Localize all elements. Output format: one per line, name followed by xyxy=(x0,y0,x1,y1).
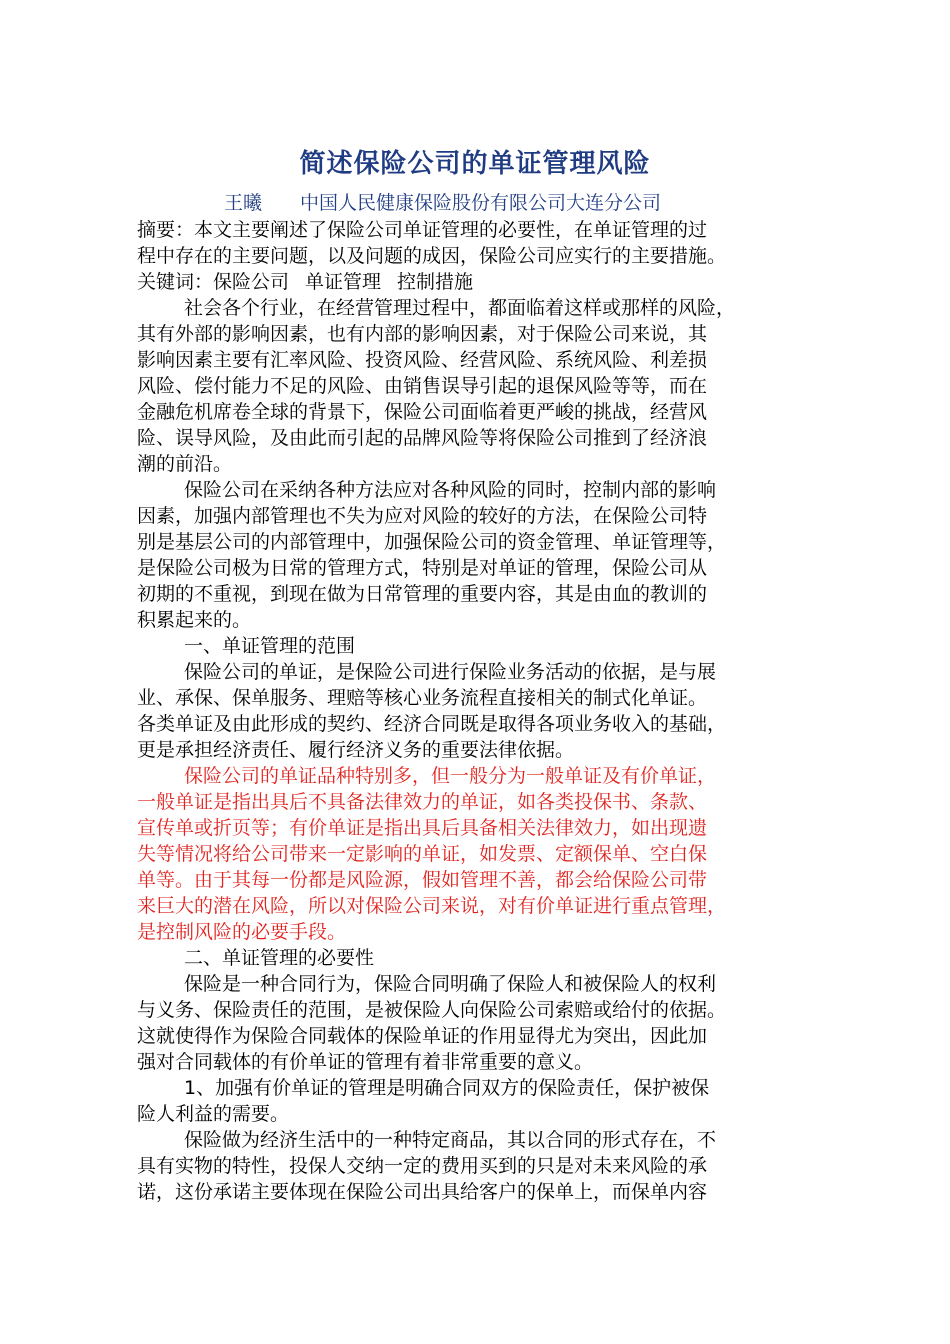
text-line: 摘要：本文主要阐述了保险公司单证管理的必要性，在单证管理的过 xyxy=(137,219,708,241)
highlighted-text-line: 是控制风险的必要手段。 xyxy=(137,921,347,943)
text-line: 其有外部的影响因素，也有内部的影响因素，对于保险公司来说，其 xyxy=(137,323,708,345)
highlighted-text-line: 来巨大的潜在风险，所以对保险公司来说，对有价单证进行重点管理， xyxy=(137,895,727,917)
text-line: 程中存在的主要问题，以及问题的成因，保险公司应实行的主要措施。 xyxy=(137,245,727,267)
author-name: 王曦 xyxy=(224,192,263,214)
text-line: 保险公司在采纳各种方法应对各种风险的同时，控制内部的影响 xyxy=(184,479,717,501)
highlighted-text-line: 一般单证是指出具后不具备法律效力的单证，如各类投保书、条款、 xyxy=(137,791,708,813)
text-line: 诺，这份承诺主要体现在保险公司出具给客户的保单上，而保单内容 xyxy=(137,1181,708,1203)
highlighted-text-line: 保险公司的单证品种特别多，但一般分为一般单证及有价单证， xyxy=(184,765,717,787)
text-line: 积累起来的。 xyxy=(137,609,252,631)
text-line: 险、误导风险，及由此而引起的品牌风险等将保险公司推到了经济浪 xyxy=(137,427,708,449)
keyword: 控制措施 xyxy=(397,271,474,293)
text-line: 潮的前沿。 xyxy=(137,453,233,475)
keywords-line xyxy=(137,269,827,295)
text-line: 社会各个行业，在经营管理过程中，都面临着这样或那样的风险， xyxy=(184,297,736,319)
text-line: 金融危机席卷全球的背景下，保险公司面临着更严峻的挑战，经营风 xyxy=(137,401,708,423)
text-line: 保险公司的单证，是保险公司进行保险业务活动的依据，是与展 xyxy=(184,661,717,683)
text-line: 初期的不重视，到现在做为日常管理的重要内容，其是由血的教训的 xyxy=(137,583,708,605)
keyword: 保险公司 xyxy=(213,271,290,293)
highlighted-text-line: 单等。由于其每一份都是风险源，假如管理不善，都会给保险公司带 xyxy=(137,869,708,891)
text-line: 1、加强有价单证的管理是明确合同双方的保险责任，保护被保 xyxy=(184,1077,710,1099)
keyword: 单证管理 xyxy=(305,271,382,293)
text-line: 保险做为经济生活中的一种特定商品，其以合同的形式存在，不 xyxy=(184,1129,717,1151)
keywords-label: 关键词： xyxy=(137,271,214,293)
text-line: 强对合同载体的有价单证的管理有着非常重要的意义。 xyxy=(137,1051,594,1073)
text-line: 一、单证管理的范围 xyxy=(184,635,356,657)
document-title: 简述保险公司的单证管理风险 xyxy=(299,149,651,179)
text-line: 风险、偿付能力不足的风险、由销售误导引起的退保风险等等，而在 xyxy=(137,375,708,397)
text-line: 业、承保、保单服务、理赔等核心业务流程直接相关的制式化单证。 xyxy=(137,687,708,709)
author-affiliation: 中国人民健康保险股份有限公司大连分公司 xyxy=(300,192,662,214)
text-line: 是保险公司极为日常的管理方式，特别是对单证的管理，保险公司从 xyxy=(137,557,708,579)
text-line: 具有实物的特性，投保人交纳一定的费用买到的只是对未来风险的承 xyxy=(137,1155,708,1177)
highlighted-text-line: 宣传单或折页等；有价单证是指出具后具备相关法律效力，如出现遗 xyxy=(137,817,708,839)
text-line: 险人利益的需要。 xyxy=(137,1103,290,1125)
text-line: 别是基层公司的内部管理中，加强保险公司的资金管理、单证管理等， xyxy=(137,531,727,553)
author-line xyxy=(224,190,661,216)
text-line: 更是承担经济责任、履行经济义务的重要法律依据。 xyxy=(137,739,575,761)
text-line: 这就使得作为保险合同载体的保险单证的作用显得尤为突出，因此加 xyxy=(137,1025,708,1047)
text-line: 因素，加强内部管理也不失为应对风险的较好的方法，在保险公司特 xyxy=(137,505,708,527)
text-line: 各类单证及由此形成的契约、经济合同既是取得各项业务收入的基础， xyxy=(137,713,727,735)
text-line: 二、单证管理的必要性 xyxy=(184,947,375,969)
highlighted-text-line: 失等情况将给公司带来一定影响的单证，如发票、定额保单、空白保 xyxy=(137,843,708,865)
text-line: 与义务、保险责任的范围，是被保险人向保险公司索赔或给付的依据。 xyxy=(137,999,727,1021)
text-line: 保险是一种合同行为，保险合同明确了保险人和被保险人的权利 xyxy=(184,973,717,995)
document-body xyxy=(137,217,827,1205)
text-line: 影响因素主要有汇率风险、投资风险、经营风险、系统风险、利差损 xyxy=(137,349,708,371)
